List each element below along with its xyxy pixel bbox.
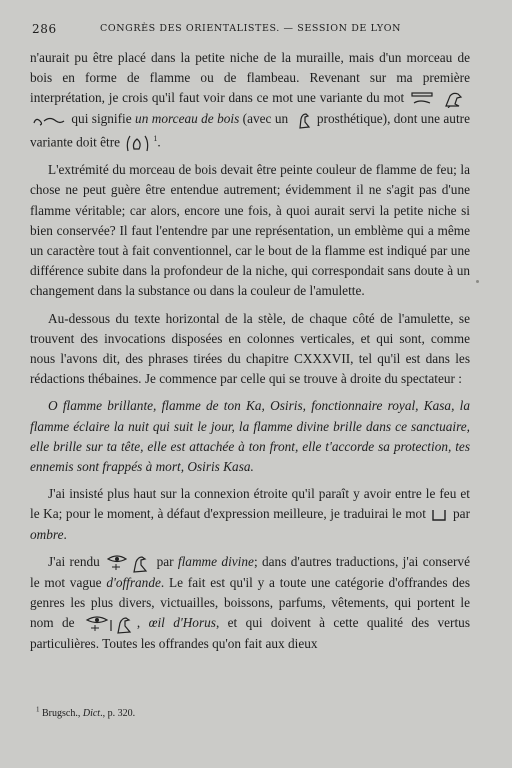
text-run: .: [157, 134, 161, 150]
running-title: CONGRÈS DES ORIENTALISTES. — SESSION DE LYON: [100, 23, 402, 34]
text-run: par: [453, 506, 470, 522]
hieroglyph-wood-flame-icon: [410, 90, 468, 108]
footnote-author: Brugsch.,: [42, 708, 81, 720]
footnote: [30, 706, 470, 719]
footnote-reference[interactable]: 1: [153, 133, 158, 143]
footnote-mark: 1: [36, 706, 40, 714]
running-header: [30, 22, 470, 38]
text-run: J'ai insisté plus haut sur la connexion étroite qu'il paraît y avoir entre le feu et le Ka; pour le moment, à défaut d'expression meilleure, je traduirai le mot: [30, 486, 470, 522]
hieroglyph-eye-vulture-icon: [106, 553, 150, 573]
text-run: ; dans d'autres traductions, j'ai conservé le mot vague: [30, 553, 470, 590]
paragraph-6: [30, 552, 470, 655]
italic-term: ombre: [30, 526, 64, 542]
paragraph-3: Au-dessous du texte horizontal de la stèle, de chaque côté de l'amulette, se trouvent des invocations disposées en colonnes verticales, et qui sont, comme nous l'avons dit, des phrases tirées du chapitre CXXXVII, tel qu'il est dans les rédactions thébaines. Je commence par celle qui se trouve à droite du spectateur :: [30, 310, 470, 387]
quotation-paragraph: O flamme brillante, flamme de ton Ka, Osiris, fonctionnaire royal, Kasa, la flamme éclaire la nuit qui suit le jour, la flamme divine brille dans ce sanctuaire, elle brille sur ta tête, elle est attachée à ton front, elle t'accorde sa protection, tes ennemis sont frappés à mort, Osiris Kasa.: [30, 398, 470, 475]
hieroglyph-vulture-icon: [294, 111, 312, 129]
text-run: (avec un: [242, 110, 289, 126]
italic-term: œil d'Horus: [148, 615, 216, 631]
hieroglyph-cartouche-icon: [125, 133, 151, 153]
italic-term: flamme divine: [177, 553, 254, 569]
paragraph-5: [30, 484, 470, 545]
text-run: J'ai rendu: [48, 553, 100, 569]
text-run: qui signifie: [71, 110, 132, 126]
text-run: , et qui doivent à cette qualité des vertus particulières. Toutes les offrandes qu'on fait aux dieux: [30, 615, 470, 652]
text-run: n'aurait pu être placé dans la petite niche de la muraille, mais d'un morceau de bois en forme de flamme ou de flambeau. Revenant sur ma première interprétation, je crois qu'il faut voir dans ce mot une variante du mot: [30, 50, 470, 106]
text-run: . Le fait est qu'il y a toute une catégorie d'offrandes des genres les plus divers, victuailles, boissons, parfums, vêtements, qui portent le nom de: [30, 574, 470, 631]
page-number: 286: [32, 22, 57, 36]
hieroglyph-ka-arms-icon: [431, 508, 447, 522]
paper-speck: [476, 280, 479, 283]
italic-term: un morceau de bois: [135, 110, 240, 126]
paragraph-1: [30, 48, 470, 153]
text-run: par: [156, 553, 174, 569]
italic-term: d'offrande: [106, 574, 161, 590]
footnote-work: Dict: [82, 708, 101, 720]
footnote-pages: ., p. 320.: [100, 708, 136, 720]
paragraph-2: L'extrémité du morceau de bois devait être peinte couleur de flamme de feu; la chose ne peut guère être entendue autrement; évidemment il ne s'agit pas d'une flamme véritable; car alors, encore une fois, à quoi aurait servi la petite niche si bien conservée? Il faut l'entendre par une représentation, un emblème qui a même un caractère tout à fait conventionnel, car le bout de la flamme est indiqué par une différence subite dans la profondeur de la niche, qui correspondait sans doute à un changement dans la substance ou dans la couleur de l'amulette.: [30, 162, 470, 299]
text-run: prosthétique), dont une autre variante doit être: [30, 110, 470, 150]
hieroglyph-eye-of-horus-icon: [85, 614, 135, 634]
hieroglyph-snake-icon: [32, 113, 66, 127]
text-run: ,: [136, 615, 141, 631]
main-text: [30, 48, 470, 661]
text-run: .: [63, 526, 67, 542]
